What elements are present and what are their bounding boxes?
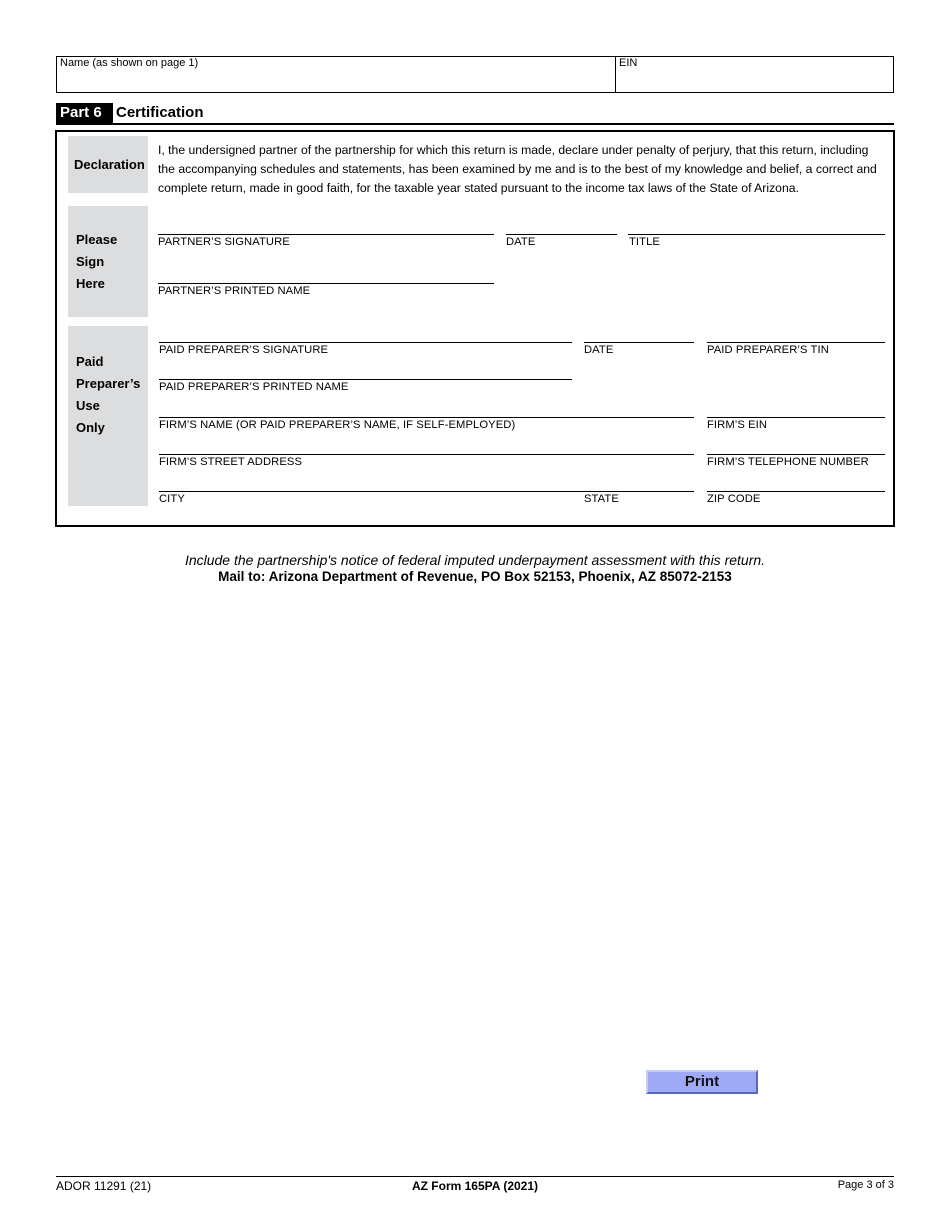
- firm-ein-label: FIRM’S EIN: [707, 419, 768, 431]
- firm-name-label: FIRM’S NAME (OR PAID PREPARER’S NAME, IF SELF-EMPLOYED): [159, 419, 516, 431]
- zip-label: ZIP CODE: [707, 493, 761, 505]
- preparer-side-label: [68, 326, 148, 506]
- certification-box: [55, 130, 895, 527]
- firm-street-label: FIRM’S STREET ADDRESS: [159, 456, 303, 468]
- preparer-side-line-4: Only: [76, 420, 105, 435]
- partner-title-line[interactable]: [628, 234, 885, 235]
- preparer-side-line-2: Preparer’s: [76, 376, 141, 391]
- please-sign-side-label: [68, 206, 148, 317]
- preparer-tin-line[interactable]: [707, 342, 885, 343]
- ein-field-label: EIN: [619, 57, 638, 69]
- partner-title-label: TITLE: [629, 236, 660, 248]
- preparer-tin-label: PAID PREPARER’S TIN: [707, 344, 829, 356]
- footer-form-title: AZ Form 165PA (2021): [411, 1179, 539, 1193]
- preparer-printed-name-label: PAID PREPARER’S PRINTED NAME: [159, 381, 349, 393]
- firm-phone-line[interactable]: [707, 454, 885, 455]
- declaration-text: I, the undersigned partner of the partnership for which this return is made, declare under penalty of perjury, that this return, including the accompanying schedules and statements, has been examined by me and is to the best of my knowledge and belief, a correct and complete return, made in good faith, for the taxable year stated pursuant to the income tax laws of the State of Arizona.: [158, 143, 877, 195]
- part-heading: [56, 103, 894, 125]
- declaration-side-label: [68, 136, 148, 193]
- header-name-ein-box: [56, 56, 894, 93]
- firm-phone-label: FIRM’S TELEPHONE NUMBER: [707, 456, 869, 468]
- partner-printed-name-line[interactable]: [158, 283, 494, 284]
- part-title: Certification: [116, 104, 204, 121]
- partner-printed-name-label: PARTNER’S PRINTED NAME: [158, 285, 311, 297]
- footer-rule: [56, 1176, 894, 1177]
- mailing-address-note: Mail to: Arizona Department of Revenue, PO Box 52153, Phoenix, AZ 85072-2153: [218, 569, 732, 584]
- preparer-side-line-1: Paid: [76, 354, 104, 369]
- partner-signature-line[interactable]: [158, 234, 494, 235]
- preparer-signature-line[interactable]: [159, 342, 572, 343]
- preparer-date-label: DATE: [584, 344, 614, 356]
- preparer-signature-label: PAID PREPARER’S SIGNATURE: [159, 344, 329, 356]
- firm-street-line[interactable]: [159, 454, 694, 455]
- part-tag: Part 6: [56, 103, 113, 123]
- print-button[interactable]: Print: [646, 1070, 758, 1094]
- preparer-date-line[interactable]: [584, 342, 694, 343]
- partner-signature-label: PARTNER’S SIGNATURE: [158, 236, 290, 248]
- please-sign-line-2: Sign: [76, 254, 105, 269]
- city-label: CITY: [159, 493, 185, 505]
- declaration-side-text: Declaration: [74, 157, 145, 172]
- please-sign-line-1: Please: [76, 232, 118, 247]
- partner-date-label: DATE: [506, 236, 536, 248]
- preparer-printed-name-line[interactable]: [159, 379, 572, 380]
- firm-name-line[interactable]: [159, 417, 694, 418]
- header-divider: [615, 57, 616, 92]
- name-field-label: Name (as shown on page 1): [60, 57, 199, 69]
- imputed-underpayment-note: Include the partnership's notice of federal imputed underpayment assessment with this return.: [184, 552, 766, 568]
- city-line[interactable]: [159, 491, 694, 492]
- zip-line[interactable]: [707, 491, 885, 492]
- partner-date-line[interactable]: [506, 234, 617, 235]
- firm-ein-line[interactable]: [707, 417, 885, 418]
- state-label: STATE: [584, 493, 619, 505]
- footer-form-id: ADOR 11291 (21): [56, 1179, 152, 1193]
- preparer-side-line-3: Use: [76, 398, 100, 413]
- footer-page-number: Page 3 of 3: [837, 1179, 894, 1191]
- please-sign-line-3: Here: [76, 276, 105, 291]
